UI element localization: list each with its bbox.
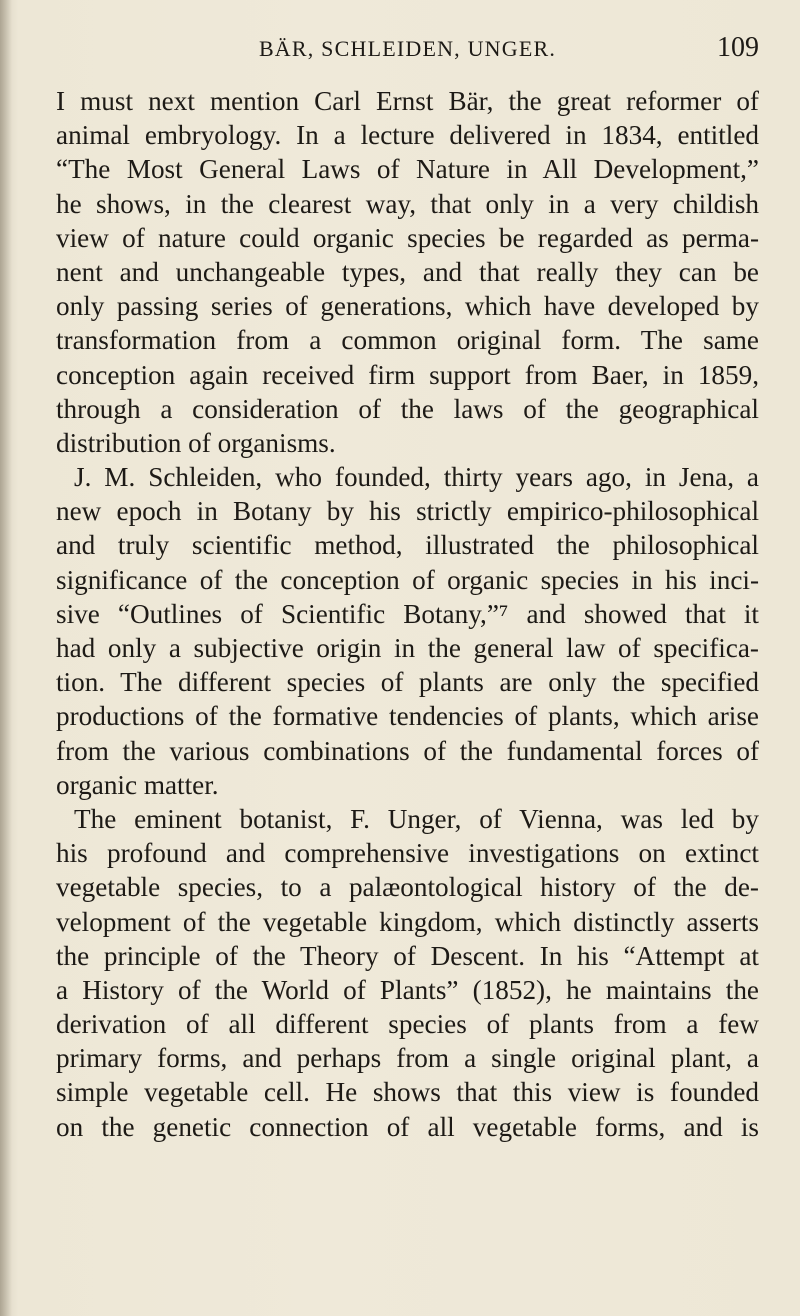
text-line: primary forms, and perhaps from a single original plant, a [56,1043,759,1074]
text-line: velopment of the vegetable kingdom, which distinctly asserts [56,906,759,937]
text-line: significance of the conception of organic species in his inci- [56,564,759,595]
text-line: only passing series of generations, which have developed by [56,291,759,322]
body-text [56,84,759,1144]
text-line: “The Most General Laws of Nature in All Development,” [56,154,759,185]
running-title: BÄR, SCHLEIDEN, UNGER. [258,36,557,61]
text-line: nent and unchangeable types, and that really they can be [56,256,759,287]
text-line: sive “Outlines of Scientific Botany,”⁷ and showed that it [56,598,759,629]
text-line: conception again received firm support from Baer, in 1859, [56,359,759,390]
page-number: 109 [717,32,759,63]
text-line: organic matter. [56,769,219,800]
text-line: J. M. Schleiden, who founded, thirty years ago, in Jena, a [74,462,759,493]
text-line: from the various combinations of the fundamental forces of [56,735,759,766]
running-head [56,32,759,72]
text-line: and truly scientific method, illustrated the philosophical [56,530,759,561]
text-line: productions of the formative tendencies of plants, which arise [56,701,759,732]
text-line: on the genetic connection of all vegetable forms, and is [56,1111,759,1142]
text-line: transformation from a common original form. The same [56,325,759,356]
text-line: derivation of all different species of plants from a few [56,1009,759,1040]
text-line: his profound and comprehensive investigations on extinct [56,838,759,869]
text-line: animal embryology. In a lecture delivered in 1834, entitled [56,120,759,151]
page-gutter-shadow [0,0,12,1316]
text-line: through a consideration of the laws of the geographical [56,393,759,424]
text-line: had only a subjective origin in the general law of specifica- [56,633,759,663]
text-line: The eminent botanist, F. Unger, of Vienna, was led by [74,803,759,834]
text-line: the principle of the Theory of Descent. In his “Attempt at [56,940,759,971]
text-line: view of nature could organic species be regarded as perma- [56,222,759,253]
text-line: distribution of organisms. [56,427,336,458]
text-line: vegetable species, to a palæontological history of the de- [56,872,759,903]
text-line: I must next mention Carl Ernst Bär, the great reformer of [56,86,759,116]
text-line: simple vegetable cell. He shows that this view is founded [56,1077,759,1108]
text-line: new epoch in Botany by his strictly empirico-philosophical [56,496,759,527]
text-line: a History of the World of Plants” (1852), he maintains the [56,974,759,1005]
text-line: he shows, in the clearest way, that only in a very childish [56,188,759,219]
text-line: tion. The different species of plants are only the specified [56,667,759,698]
